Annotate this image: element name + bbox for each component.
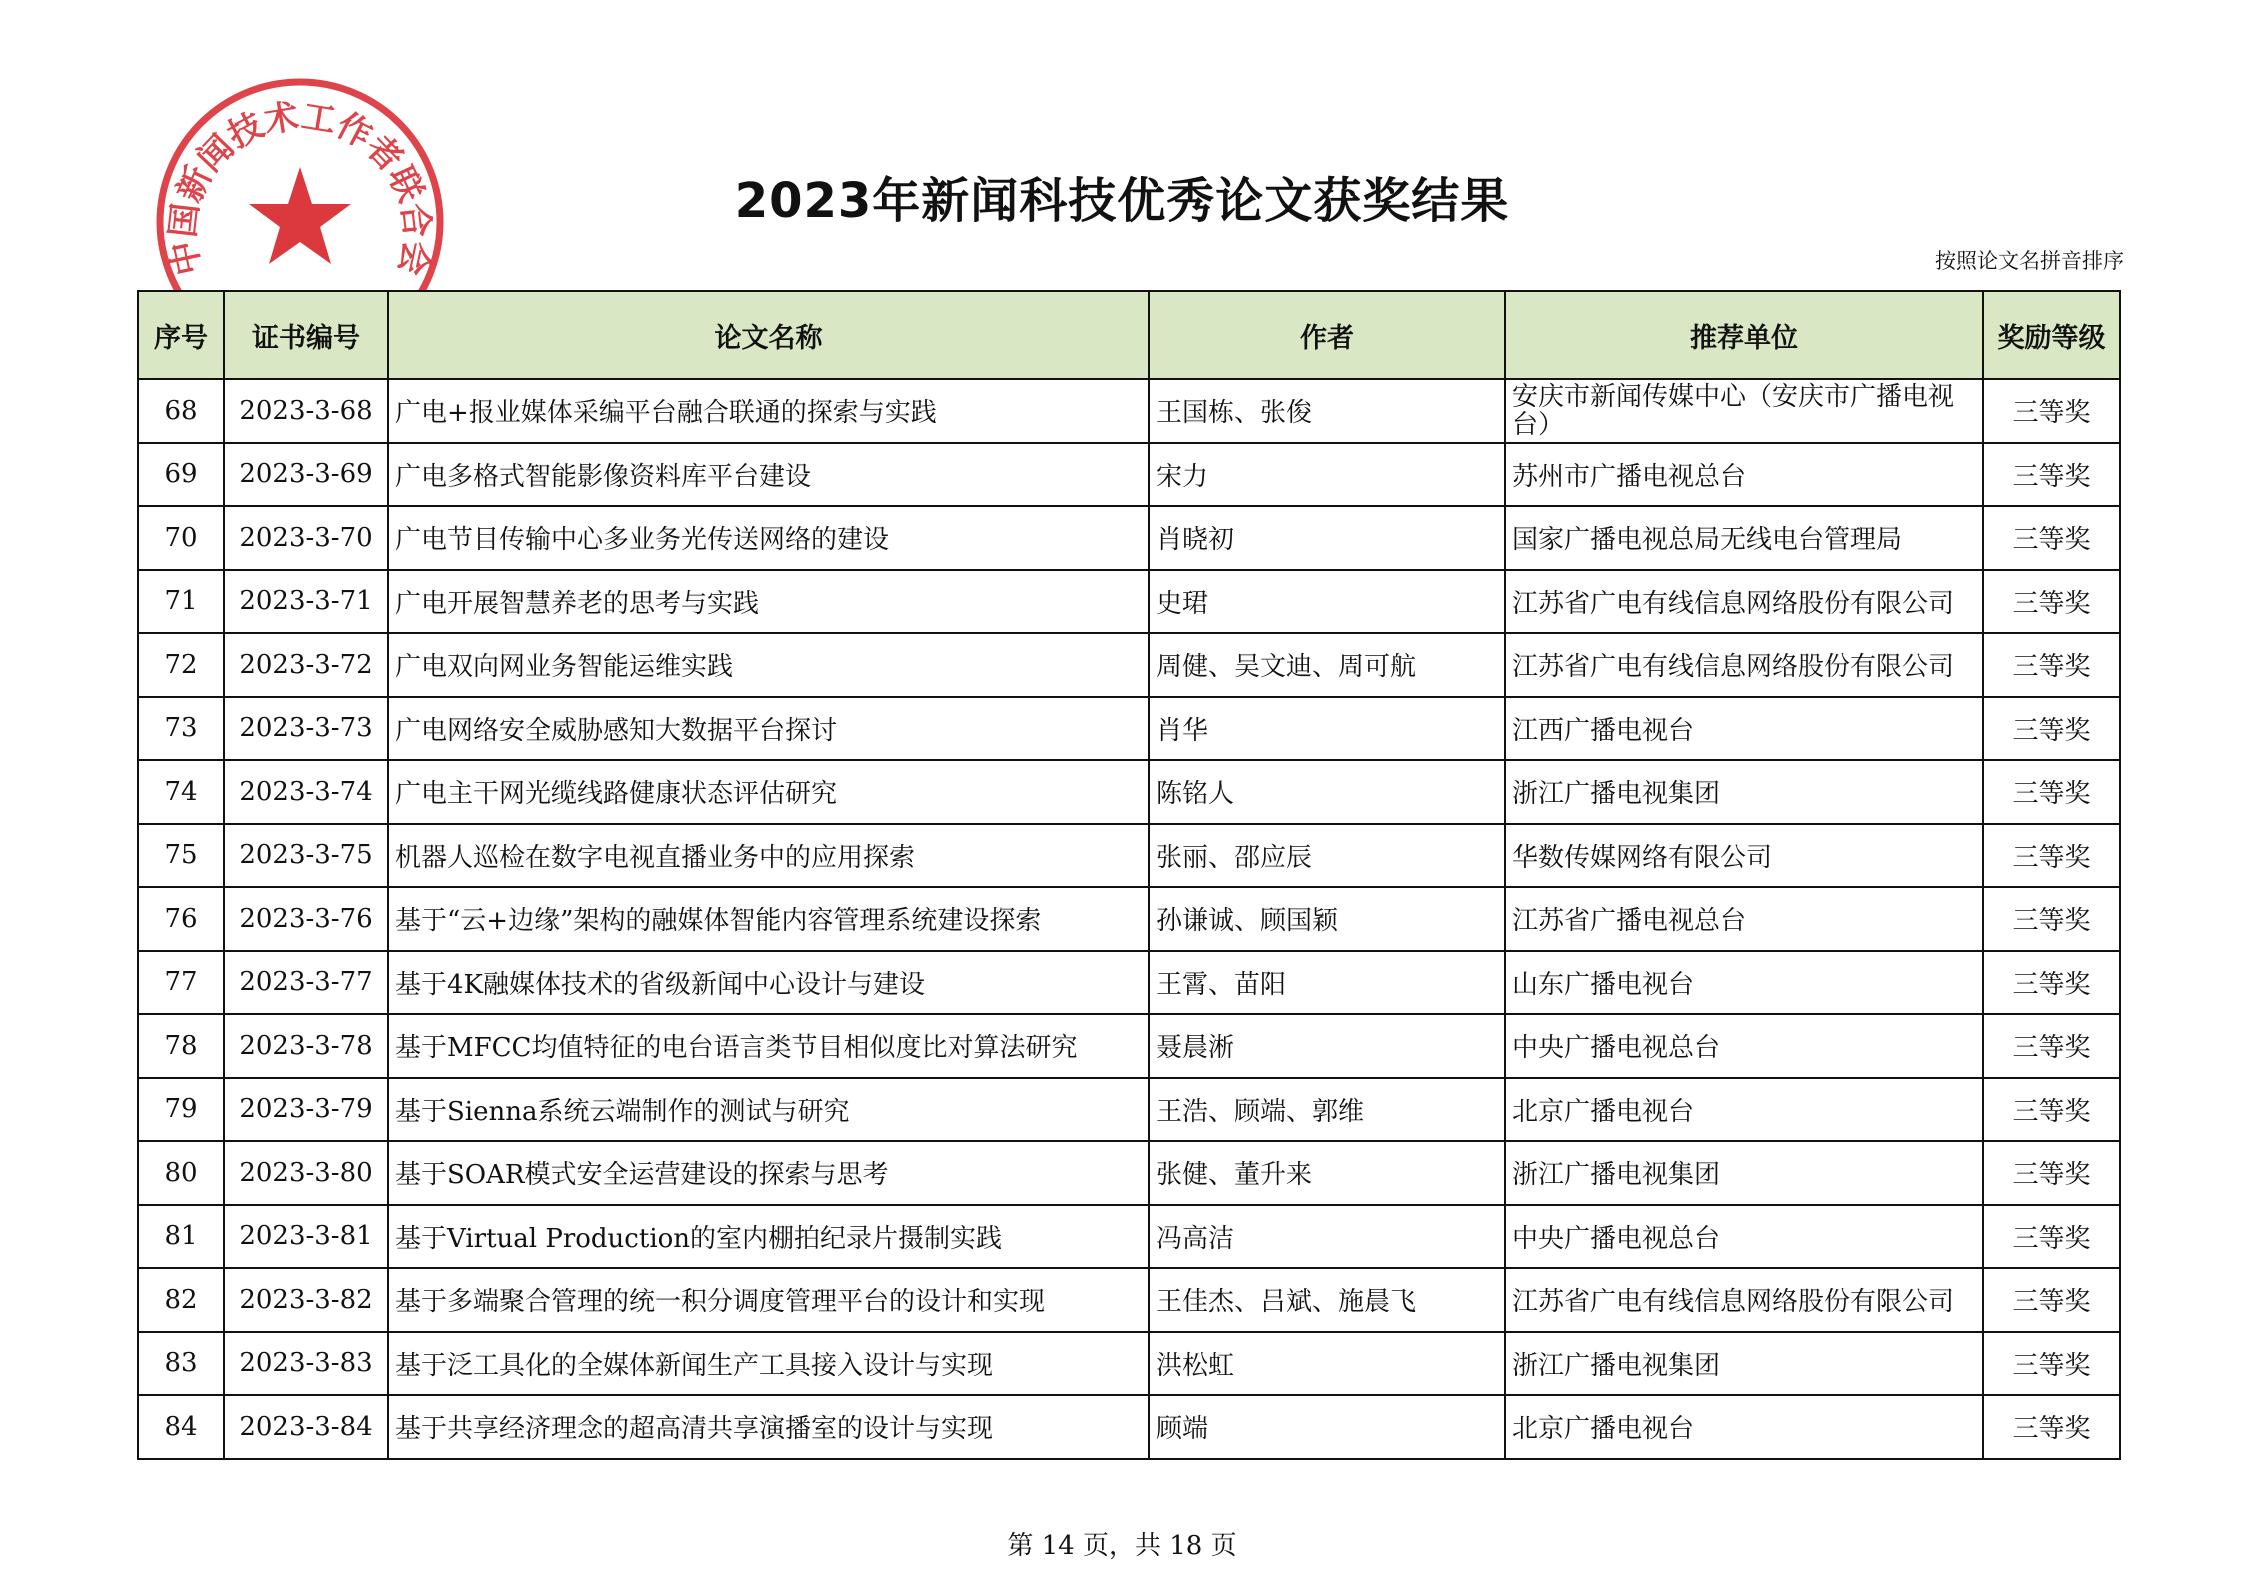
cell-paper: 基于Sienna系统云端制作的测试与研究 (388, 1078, 1149, 1142)
header-author: 作者 (1149, 291, 1505, 379)
cell-author: 张丽、邵应辰 (1149, 824, 1505, 888)
cell-level: 三等奖 (1983, 1395, 2120, 1459)
cell-level: 三等奖 (1983, 1268, 2120, 1332)
cell-author: 冯高洁 (1149, 1205, 1505, 1269)
cell-cert: 2023-3-81 (224, 1205, 388, 1269)
cell-unit: 江苏省广电有线信息网络股份有限公司 (1505, 633, 1983, 697)
cell-paper: 基于Virtual Production的室内棚拍纪录片摄制实践 (388, 1205, 1149, 1269)
cell-level: 三等奖 (1983, 443, 2120, 507)
table-row (138, 379, 2120, 443)
cell-no: 83 (138, 1332, 224, 1396)
cell-cert: 2023-3-73 (224, 697, 388, 761)
cell-author: 肖华 (1149, 697, 1505, 761)
cell-unit: 中央广播电视总台 (1505, 1205, 1983, 1269)
cell-cert: 2023-3-78 (224, 1014, 388, 1078)
table-row (138, 760, 2120, 824)
page-title: 2023年新闻科技优秀论文获奖结果 (734, 173, 1510, 229)
cell-author: 王国栋、张俊 (1149, 379, 1505, 443)
cell-cert: 2023-3-72 (224, 633, 388, 697)
table-header-row (138, 291, 2120, 379)
cell-level: 三等奖 (1983, 697, 2120, 761)
cell-paper: 广电多格式智能影像资料库平台建设 (388, 443, 1149, 507)
cell-author: 史珺 (1149, 570, 1505, 634)
cell-level: 三等奖 (1983, 1205, 2120, 1269)
cell-paper: 机器人巡检在数字电视直播业务中的应用探索 (388, 824, 1149, 888)
cell-author: 肖晓初 (1149, 506, 1505, 570)
cell-no: 68 (138, 379, 224, 443)
cell-author: 洪松虹 (1149, 1332, 1505, 1396)
cell-unit: 苏州市广播电视总台 (1505, 443, 1983, 507)
cell-no: 78 (138, 1014, 224, 1078)
cell-unit: 江苏省广电有线信息网络股份有限公司 (1505, 1268, 1983, 1332)
cell-author: 周健、吴文迪、周可航 (1149, 633, 1505, 697)
cell-paper: 广电双向网业务智能运维实践 (388, 633, 1149, 697)
cell-level: 三等奖 (1983, 951, 2120, 1015)
table-row (138, 1205, 2120, 1269)
awards-table (137, 290, 2121, 1460)
cell-author: 王浩、顾端、郭维 (1149, 1078, 1505, 1142)
sort-note: 按照论文名拼音排序 (1935, 249, 2124, 273)
cell-paper: 广电网络安全威胁感知大数据平台探讨 (388, 697, 1149, 761)
cell-cert: 2023-3-69 (224, 443, 388, 507)
cell-author: 顾端 (1149, 1395, 1505, 1459)
cell-level: 三等奖 (1983, 1078, 2120, 1142)
cell-no: 84 (138, 1395, 224, 1459)
cell-unit: 北京广播电视台 (1505, 1395, 1983, 1459)
cell-paper: 基于MFCC均值特征的电台语言类节目相似度比对算法研究 (388, 1014, 1149, 1078)
cell-paper: 基于共享经济理念的超高清共享演播室的设计与实现 (388, 1395, 1149, 1459)
cell-level: 三等奖 (1983, 1332, 2120, 1396)
cell-cert: 2023-3-71 (224, 570, 388, 634)
cell-paper: 广电开展智慧养老的思考与实践 (388, 570, 1149, 634)
cell-unit: 中央广播电视总台 (1505, 1014, 1983, 1078)
cell-no: 74 (138, 760, 224, 824)
cell-paper: 基于4K融媒体技术的省级新闻中心设计与建设 (388, 951, 1149, 1015)
table-row (138, 1141, 2120, 1205)
cell-level: 三等奖 (1983, 760, 2120, 824)
cell-author: 宋力 (1149, 443, 1505, 507)
cell-author: 王佳杰、吕斌、施晨飞 (1149, 1268, 1505, 1332)
header-level: 奖励等级 (1983, 291, 2120, 379)
cell-author: 聂晨淅 (1149, 1014, 1505, 1078)
cell-level: 三等奖 (1983, 633, 2120, 697)
cell-no: 80 (138, 1141, 224, 1205)
seal-text: 中国新闻技术工作者联合会 (162, 96, 438, 279)
cell-cert: 2023-3-82 (224, 1268, 388, 1332)
cell-paper: 基于泛工具化的全媒体新闻生产工具接入设计与实现 (388, 1332, 1149, 1396)
cell-no: 81 (138, 1205, 224, 1269)
cell-author: 陈铭人 (1149, 760, 1505, 824)
cell-paper: 广电节目传输中心多业务光传送网络的建设 (388, 506, 1149, 570)
cell-no: 70 (138, 506, 224, 570)
cell-unit: 华数传媒网络有限公司 (1505, 824, 1983, 888)
cell-no: 71 (138, 570, 224, 634)
cell-no: 73 (138, 697, 224, 761)
header-no: 序号 (138, 291, 224, 379)
header-unit: 推荐单位 (1505, 291, 1983, 379)
cell-level: 三等奖 (1983, 570, 2120, 634)
cell-cert: 2023-3-76 (224, 887, 388, 951)
cell-author: 王霄、苗阳 (1149, 951, 1505, 1015)
cell-author: 张健、董升来 (1149, 1141, 1505, 1205)
cell-paper: 广电+报业媒体采编平台融合联通的探索与实践 (388, 379, 1149, 443)
table-row (138, 1268, 2120, 1332)
cell-level: 三等奖 (1983, 824, 2120, 888)
cell-no: 69 (138, 443, 224, 507)
cell-unit: 江苏省广播电视总台 (1505, 887, 1983, 951)
header-cert: 证书编号 (224, 291, 388, 379)
cell-no: 79 (138, 1078, 224, 1142)
cell-no: 75 (138, 824, 224, 888)
cell-unit: 山东广播电视台 (1505, 951, 1983, 1015)
table-row (138, 1332, 2120, 1396)
table-row (138, 951, 2120, 1015)
cell-no: 72 (138, 633, 224, 697)
cell-unit: 浙江广播电视集团 (1505, 1332, 1983, 1396)
cell-unit: 浙江广播电视集团 (1505, 1141, 1983, 1205)
cell-paper: 基于“云+边缘”架构的融媒体智能内容管理系统建设探索 (388, 887, 1149, 951)
cell-level: 三等奖 (1983, 1141, 2120, 1205)
cell-cert: 2023-3-75 (224, 824, 388, 888)
table-row (138, 506, 2120, 570)
table-row (138, 1078, 2120, 1142)
cell-cert: 2023-3-79 (224, 1078, 388, 1142)
cell-paper: 基于多端聚合管理的统一积分调度管理平台的设计和实现 (388, 1268, 1149, 1332)
table-row (138, 887, 2120, 951)
table-row (138, 1014, 2120, 1078)
cell-no: 76 (138, 887, 224, 951)
cell-cert: 2023-3-84 (224, 1395, 388, 1459)
cell-author: 孙谦诚、顾国颖 (1149, 887, 1505, 951)
cell-cert: 2023-3-68 (224, 379, 388, 443)
cell-cert: 2023-3-80 (224, 1141, 388, 1205)
table-row (138, 824, 2120, 888)
header-paper: 论文名称 (388, 291, 1149, 379)
cell-paper: 广电主干网光缆线路健康状态评估研究 (388, 760, 1149, 824)
cell-unit: 国家广播电视总局无线电台管理局 (1505, 506, 1983, 570)
table-row (138, 443, 2120, 507)
cell-no: 77 (138, 951, 224, 1015)
cell-level: 三等奖 (1983, 506, 2120, 570)
cell-cert: 2023-3-83 (224, 1332, 388, 1396)
cell-unit: 江西广播电视台 (1505, 697, 1983, 761)
cell-unit: 浙江广播电视集团 (1505, 760, 1983, 824)
cell-level: 三等奖 (1983, 1014, 2120, 1078)
cell-no: 82 (138, 1268, 224, 1332)
cell-cert: 2023-3-70 (224, 506, 388, 570)
table-row (138, 1395, 2120, 1459)
cell-unit: 江苏省广电有线信息网络股份有限公司 (1505, 570, 1983, 634)
table-row (138, 633, 2120, 697)
cell-unit: 安庆市新闻传媒中心（安庆市广播电视台） (1505, 379, 1983, 443)
cell-level: 三等奖 (1983, 379, 2120, 443)
cell-cert: 2023-3-77 (224, 951, 388, 1015)
cell-level: 三等奖 (1983, 887, 2120, 951)
table-row (138, 697, 2120, 761)
cell-cert: 2023-3-74 (224, 760, 388, 824)
cell-paper: 基于SOAR模式安全运营建设的探索与思考 (388, 1141, 1149, 1205)
table-row (138, 570, 2120, 634)
page-footer: 第 14 页，共 18 页 (1007, 1531, 1237, 1561)
cell-unit: 北京广播电视台 (1505, 1078, 1983, 1142)
